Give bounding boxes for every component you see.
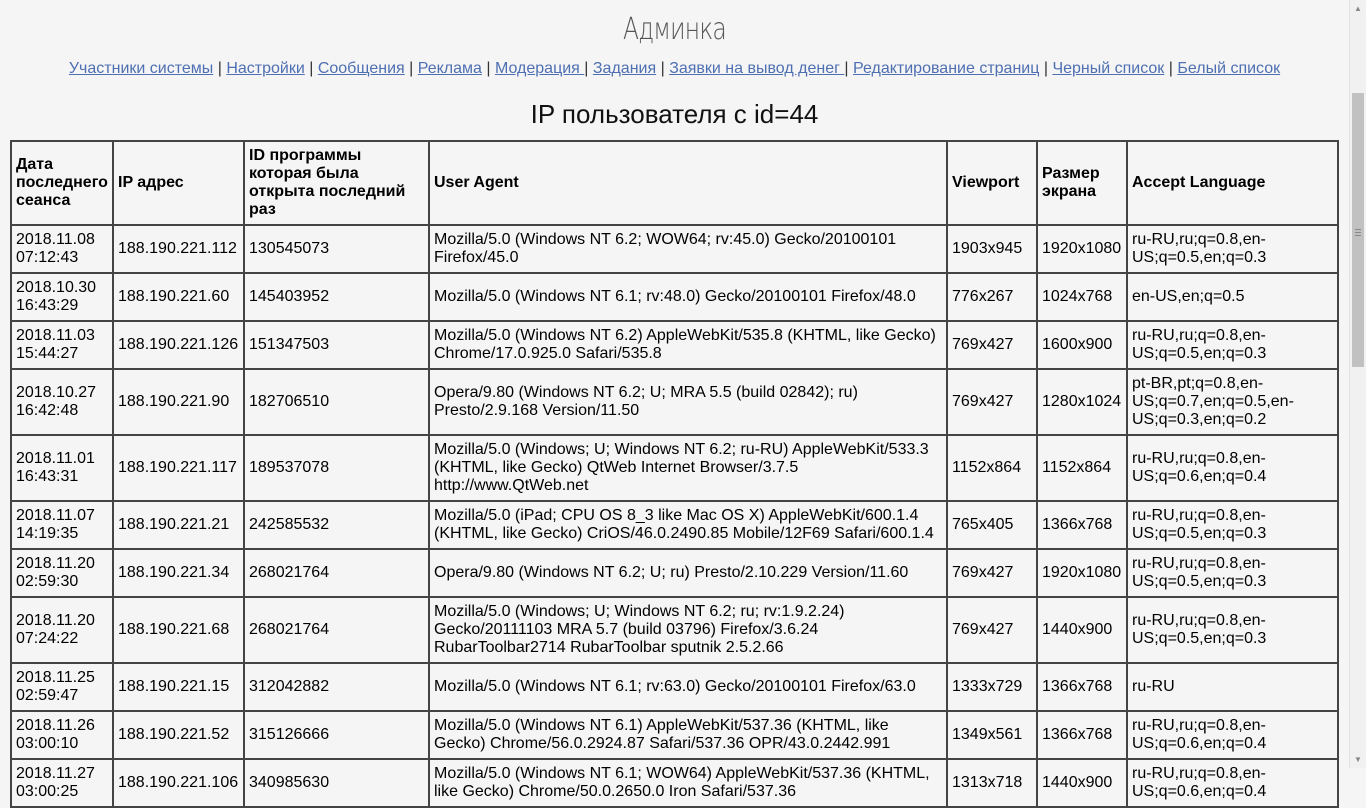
cell-ip: 188.190.221.68 (113, 597, 244, 663)
cell-viewport: 1903x945 (947, 225, 1037, 273)
cell-viewport: 1313x718 (947, 759, 1037, 807)
cell-ip: 188.190.221.90 (113, 369, 244, 435)
cell-accept-language: ru-RU,ru;q=0.8,en-US;q=0.5,en;q=0.3 (1127, 597, 1338, 663)
cell-accept-language: pt-BR,pt;q=0.8,en-US;q=0.7,en;q=0.5,en-US;q=0.3,en;q=0.2 (1127, 369, 1338, 435)
cell-ip: 188.190.221.60 (113, 273, 244, 321)
cell-ip: 188.190.221.52 (113, 711, 244, 759)
cell-user-agent: Mozilla/5.0 (Windows NT 6.2) AppleWebKit/535.8 (KHTML, like Gecko) Chrome/17.0.925.0 Safari/535.8 (429, 321, 947, 369)
cell-accept-language: en-US,en;q=0.5 (1127, 273, 1338, 321)
cell-ip: 188.190.221.15 (113, 663, 244, 711)
column-header-accept-language: Accept Language (1127, 141, 1338, 225)
cell-accept-language: ru-RU,ru;q=0.8,en-US;q=0.6,en;q=0.4 (1127, 759, 1338, 807)
cell-screen-size: 1152x864 (1037, 435, 1127, 501)
cell-program-id: 182706510 (244, 369, 429, 435)
cell-program-id: 130545073 (244, 225, 429, 273)
cell-user-agent: Mozilla/5.0 (Windows NT 6.1; rv:63.0) Gecko/20100101 Firefox/63.0 (429, 663, 947, 711)
cell-viewport: 765x405 (947, 501, 1037, 549)
cell-screen-size: 1920x1080 (1037, 549, 1127, 597)
vertical-scrollbar[interactable] (1349, 0, 1366, 768)
cell-date: 2018.11.20 02:59:30 (11, 549, 113, 597)
cell-viewport: 769x427 (947, 321, 1037, 369)
cell-screen-size: 1366x768 (1037, 501, 1127, 549)
cell-screen-size: 1920x1080 (1037, 225, 1127, 273)
column-header-screen-size: Размер экрана (1037, 141, 1127, 225)
table-row (11, 273, 1338, 321)
cell-program-id: 242585532 (244, 501, 429, 549)
nav-separator: | (309, 60, 314, 77)
nav-link-tasks[interactable]: Задания (592, 60, 657, 77)
cell-viewport: 769x427 (947, 597, 1037, 663)
cell-user-agent: Opera/9.80 (Windows NT 6.2; U; ru) Presto/2.10.229 Version/11.60 (429, 549, 947, 597)
scroll-up-arrow-icon[interactable]: ▲ (1354, 4, 1362, 13)
table-row (11, 225, 1338, 273)
cell-date: 2018.11.27 03:00:25 (11, 759, 113, 807)
table-row (11, 711, 1338, 759)
cell-viewport: 776x267 (947, 273, 1037, 321)
cell-program-id: 340985630 (244, 759, 429, 807)
nav-link-messages[interactable]: Сообщения (317, 60, 405, 77)
cell-user-agent: Mozilla/5.0 (iPad; CPU OS 8_3 like Mac OS X) AppleWebKit/600.1.4 (KHTML, like Gecko) CriOS/46.0.2490.85 Mobile/12F69 Safari/600.1.4 (429, 501, 947, 549)
nav-link-moderation[interactable]: Модерация (494, 60, 585, 77)
nav-separator: | (1043, 60, 1048, 77)
cell-user-agent: Mozilla/5.0 (Windows; U; Windows NT 6.2; ru-RU) AppleWebKit/533.3 (KHTML, like Gecko) QtWeb Internet Browser/3.7.5 http://www.QtWeb.net (429, 435, 947, 501)
admin-nav (0, 60, 1349, 78)
cell-screen-size: 1366x768 (1037, 711, 1127, 759)
cell-viewport: 1152x864 (947, 435, 1037, 501)
column-header-program-id: ID программы которая была открыта последний раз (244, 141, 429, 225)
cell-user-agent: Mozilla/5.0 (Windows; U; Windows NT 6.2; ru; rv:1.9.2.24) Gecko/20111103 MRA 5.7 (build 03796) Firefox/3.6.24 RubarToolbar2714 RubarToolbar sputnik 2.5.2.66 (429, 597, 947, 663)
nav-separator: | (486, 60, 491, 77)
table-row (11, 663, 1338, 711)
table-row (11, 321, 1338, 369)
nav-link-members[interactable]: Участники системы (68, 60, 214, 77)
table-row (11, 369, 1338, 435)
table-row (11, 597, 1338, 663)
cell-viewport: 1349x561 (947, 711, 1037, 759)
cell-screen-size: 1600x900 (1037, 321, 1127, 369)
nav-separator: | (660, 60, 665, 77)
cell-date: 2018.11.25 02:59:47 (11, 663, 113, 711)
cell-screen-size: 1440x900 (1037, 597, 1127, 663)
cell-date: 2018.11.26 03:00:10 (11, 711, 113, 759)
nav-link-whitelist[interactable]: Белый список (1177, 60, 1281, 77)
table-row (11, 759, 1338, 807)
cell-program-id: 268021764 (244, 549, 429, 597)
cell-screen-size: 1024x768 (1037, 273, 1127, 321)
nav-link-settings[interactable]: Настройки (226, 60, 305, 77)
cell-ip: 188.190.221.126 (113, 321, 244, 369)
table-row (11, 549, 1338, 597)
column-header-viewport: Viewport (947, 141, 1037, 225)
cell-viewport: 1333x729 (947, 663, 1037, 711)
cell-user-agent: Mozilla/5.0 (Windows NT 6.2; WOW64; rv:45.0) Gecko/20100101 Firefox/45.0 (429, 225, 947, 273)
cell-accept-language: ru-RU,ru;q=0.8,en-US;q=0.5,en;q=0.3 (1127, 225, 1338, 273)
ip-sessions-table (10, 140, 1339, 808)
cell-program-id: 151347503 (244, 321, 429, 369)
cell-date: 2018.11.03 15:44:27 (11, 321, 113, 369)
nav-separator: | (844, 60, 849, 77)
page-title: IP пользователя с id=44 (530, 99, 819, 129)
cell-user-agent: Mozilla/5.0 (Windows NT 6.1; WOW64) AppleWebKit/537.36 (KHTML, like Gecko) Chrome/50.0.2650.0 Iron Safari/537.36 (429, 759, 947, 807)
cell-date: 2018.11.08 07:12:43 (11, 225, 113, 273)
column-header-last-session: Дата последнего сеанса (11, 141, 113, 225)
table-row (11, 501, 1338, 549)
column-header-user-agent: User Agent (429, 141, 947, 225)
cell-accept-language: ru-RU,ru;q=0.8,en-US;q=0.5,en;q=0.3 (1127, 501, 1338, 549)
nav-separator: | (584, 60, 589, 77)
cell-program-id: 268021764 (244, 597, 429, 663)
cell-screen-size: 1440x900 (1037, 759, 1127, 807)
column-header-ip: IP адрес (113, 141, 244, 225)
cell-program-id: 312042882 (244, 663, 429, 711)
cell-program-id: 145403952 (244, 273, 429, 321)
nav-link-page-editing[interactable]: Редактирование страниц (852, 60, 1040, 77)
cell-date: 2018.11.20 07:24:22 (11, 597, 113, 663)
scroll-down-arrow-icon[interactable]: ▼ (1354, 755, 1362, 764)
cell-user-agent: Opera/9.80 (Windows NT 6.2; U; MRA 5.5 (build 02842); ru) Presto/2.9.168 Version/11.50 (429, 369, 947, 435)
cell-date: 2018.10.30 16:43:29 (11, 273, 113, 321)
cell-date: 2018.11.07 14:19:35 (11, 501, 113, 549)
nav-link-blacklist[interactable]: Черный список (1052, 60, 1165, 77)
cell-accept-language: ru-RU,ru;q=0.8,en-US;q=0.6,en;q=0.4 (1127, 711, 1338, 759)
cell-user-agent: Mozilla/5.0 (Windows NT 6.1) AppleWebKit/537.36 (KHTML, like Gecko) Chrome/56.0.2924.87 Safari/537.36 OPR/43.0.2442.991 (429, 711, 947, 759)
cell-accept-language: ru-RU,ru;q=0.8,en-US;q=0.5,en;q=0.3 (1127, 321, 1338, 369)
nav-separator: | (1168, 60, 1173, 77)
nav-separator: | (409, 60, 414, 77)
cell-ip: 188.190.221.21 (113, 501, 244, 549)
grip-icon (1355, 229, 1361, 236)
nav-link-ads[interactable]: Реклама (417, 60, 482, 77)
cell-program-id: 189537078 (244, 435, 429, 501)
cell-program-id: 315126666 (244, 711, 429, 759)
cell-date: 2018.11.01 16:43:31 (11, 435, 113, 501)
table-header-row (11, 141, 1338, 225)
nav-separator: | (217, 60, 222, 77)
cell-accept-language: ru-RU,ru;q=0.8,en-US;q=0.5,en;q=0.3 (1127, 549, 1338, 597)
cell-ip: 188.190.221.117 (113, 435, 244, 501)
cell-user-agent: Mozilla/5.0 (Windows NT 6.1; rv:48.0) Gecko/20100101 Firefox/48.0 (429, 273, 947, 321)
cell-viewport: 769x427 (947, 549, 1037, 597)
nav-link-withdrawals[interactable]: Заявки на вывод денег (669, 60, 845, 77)
site-title: Админка (622, 12, 726, 47)
cell-accept-language: ru-RU,ru;q=0.8,en-US;q=0.6,en;q=0.4 (1127, 435, 1338, 501)
cell-viewport: 769x427 (947, 369, 1037, 435)
cell-screen-size: 1280x1024 (1037, 369, 1127, 435)
cell-accept-language: ru-RU (1127, 663, 1338, 711)
table-row (11, 435, 1338, 501)
cell-ip: 188.190.221.112 (113, 225, 244, 273)
scrollbar-thumb[interactable] (1352, 93, 1364, 367)
cell-ip: 188.190.221.34 (113, 549, 244, 597)
cell-date: 2018.10.27 16:42:48 (11, 369, 113, 435)
cell-screen-size: 1366x768 (1037, 663, 1127, 711)
cell-ip: 188.190.221.106 (113, 759, 244, 807)
